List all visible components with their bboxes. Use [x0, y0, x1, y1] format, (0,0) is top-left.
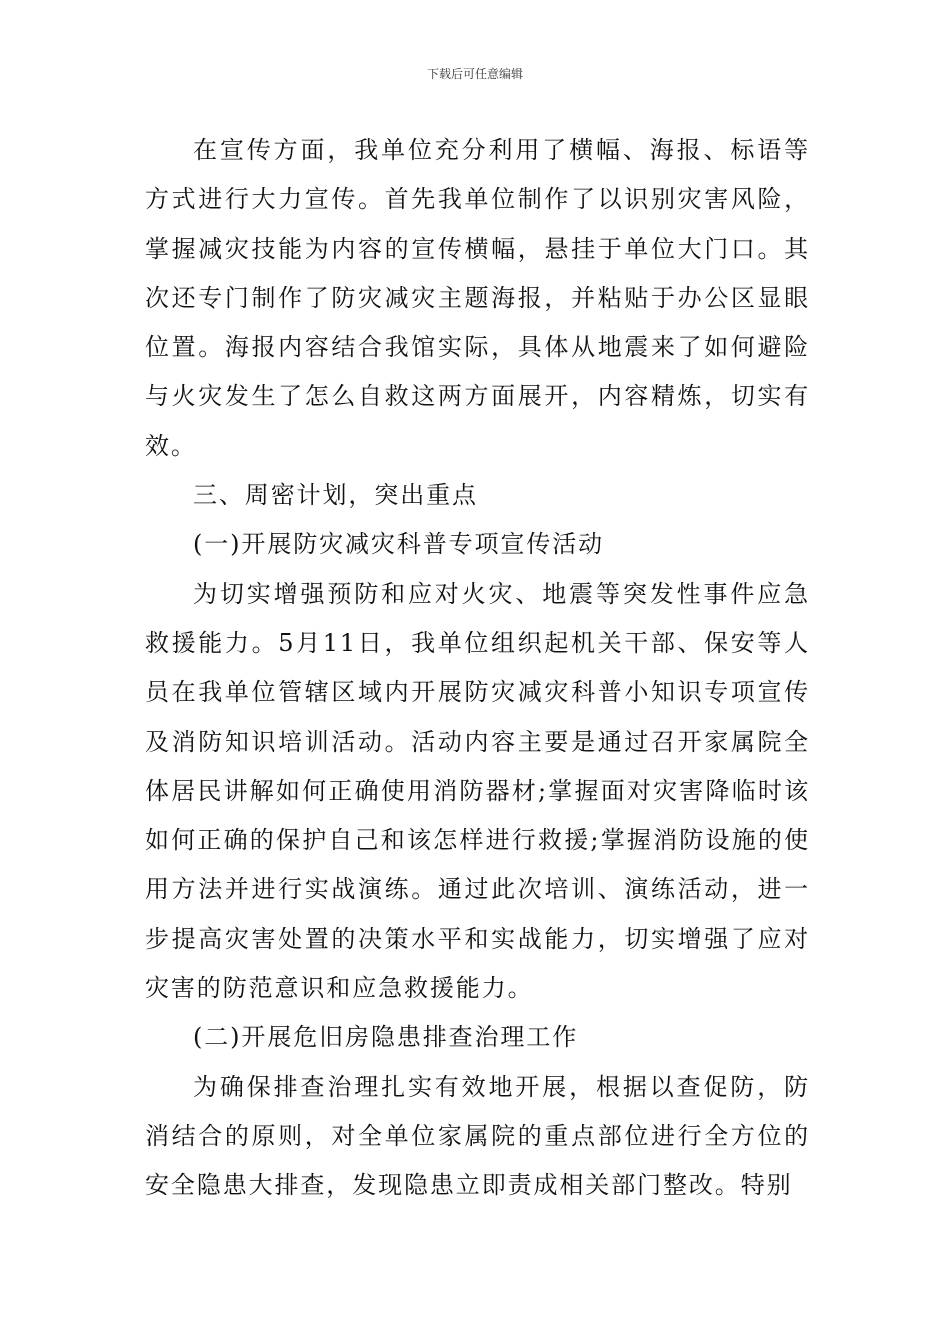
document-body: [145, 126, 810, 1211]
subsection-heading-2: (二)开展危旧房隐患排查治理工作: [193, 1023, 579, 1052]
subsection-heading-1: (一)开展防灾减灾科普专项宣传活动: [193, 530, 605, 559]
page-header-note: 下载后可任意编辑: [426, 67, 523, 81]
paragraph-hazard-inspection: 为确保排查治理扎实有效地开展，根据以查促防，防消结合的原则，对全单位家属院的重点部位进行全方位的安全隐患大排查，发现隐患立即责成相关部门整改。特别: [145, 1072, 810, 1200]
paragraph-publicity-methods: 在宣传方面，我单位充分利用了横幅、海报、标语等方式进行大力宣传。首先我单位制作了以识别灾害风险，掌握减灾技能为内容的宣传横幅，悬挂于单位大门口。其次还专门制作了防灾减灾主题海报，并粘贴于办公区显眼位置。海报内容结合我馆实际，具体从地震来了如何避险与火灾发生了怎么自救这两方面展开，内容精炼，切实有效。: [145, 136, 810, 460]
section-heading-planning: 三、周密计划，突出重点: [193, 481, 478, 510]
paragraph-training-activity: 为切实增强预防和应对火灾、地震等突发性事件应急救援能力。5月11日，我单位组织起机关干部、保安等人员在我单位管辖区域内开展防灾减灾科普小知识专项宣传及消防知识培训活动。活动内容主要是通过召开家属院全体居民讲解如何正确使用消防器材;掌握面对灾害降临时该如何正确的保护自己和该怎样进行救援;掌握消防设施的使用方法并进行实战演练。通过此次培训、演练活动，进一步提高灾害处置的决策水平和实战能力，切实增强了应对灾害的防范意识和应急救援能力。: [145, 579, 810, 1003]
